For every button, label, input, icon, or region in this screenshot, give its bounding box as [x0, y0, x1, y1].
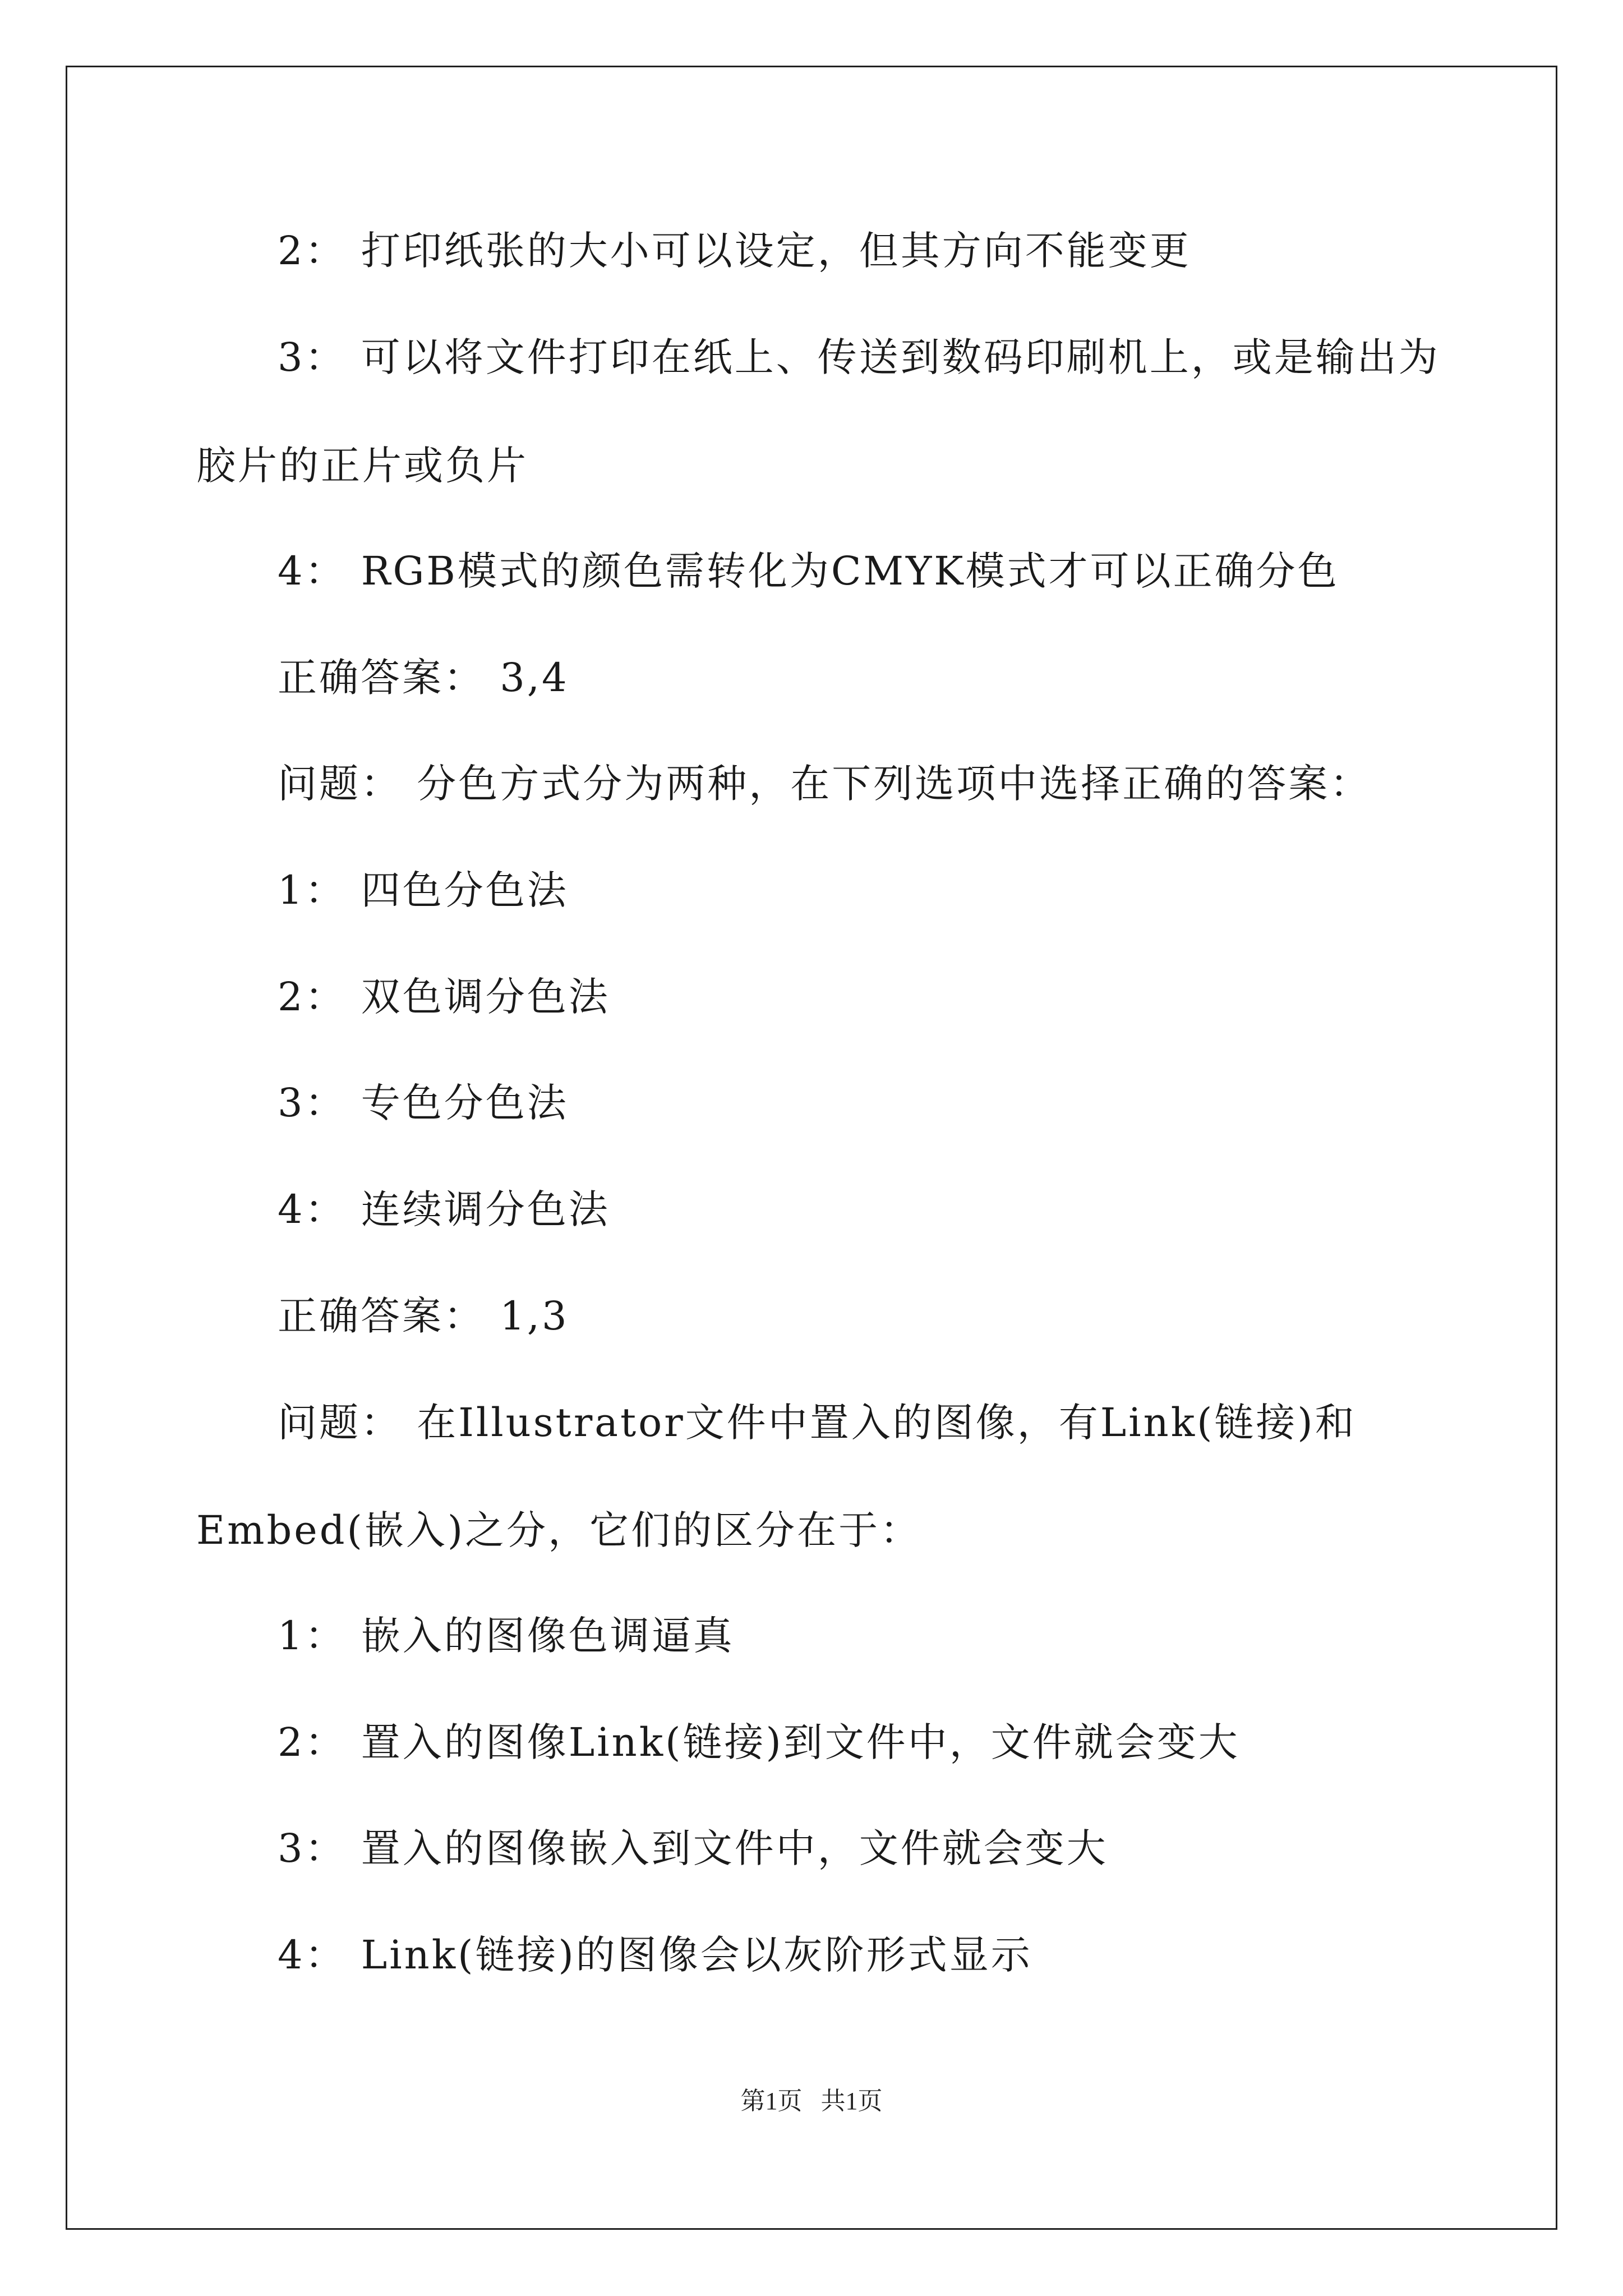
option-4-rgb-cmyk: 4： RGB模式的颜色需转化为CMYK模式才可以正确分色: [278, 548, 1339, 594]
question-link-embed-continued: Embed(嵌入)之分，它们的区分在于：: [196, 1507, 922, 1553]
answer-1: 正确答案： 3,4: [278, 655, 569, 701]
option-2-duotone: 2： 双色调分色法: [278, 974, 610, 1020]
option-3-print-output: 3： 可以将文件打印在纸上、传送到数码印刷机上，或是输出为: [278, 334, 1440, 380]
option-3-embedded-size: 3： 置入的图像嵌入到文件中，文件就会变大: [278, 1825, 1108, 1871]
option-4-continuous-tone: 4： 连续调分色法: [278, 1186, 610, 1232]
question-link-embed: 问题： 在Illustrator文件中置入的图像，有Link(链接)和: [278, 1400, 1357, 1446]
answer-2: 正确答案： 1,3: [278, 1293, 569, 1339]
option-2-linked-size: 2： 置入的图像Link(链接)到文件中，文件就会变大: [278, 1719, 1240, 1765]
option-1-embedded-tone: 1： 嵌入的图像色调逼真: [278, 1613, 735, 1659]
option-3-print-output-continued: 胶片的正片或负片: [196, 443, 528, 489]
option-4-link-grayscale: 4： Link(链接)的图像会以灰阶形式显示: [278, 1932, 1032, 1978]
option-1-four-color: 1： 四色分色法: [278, 867, 569, 913]
page-footer: 第1页 共1页: [740, 2087, 883, 2115]
question-color-separation: 问题： 分色方式分为两种，在下列选项中选择正确的答案：: [278, 761, 1372, 807]
option-3-spot-color: 3： 专色分色法: [278, 1080, 569, 1126]
option-2-print-size: 2： 打印纸张的大小可以设定，但其方向不能变更: [278, 228, 1191, 274]
